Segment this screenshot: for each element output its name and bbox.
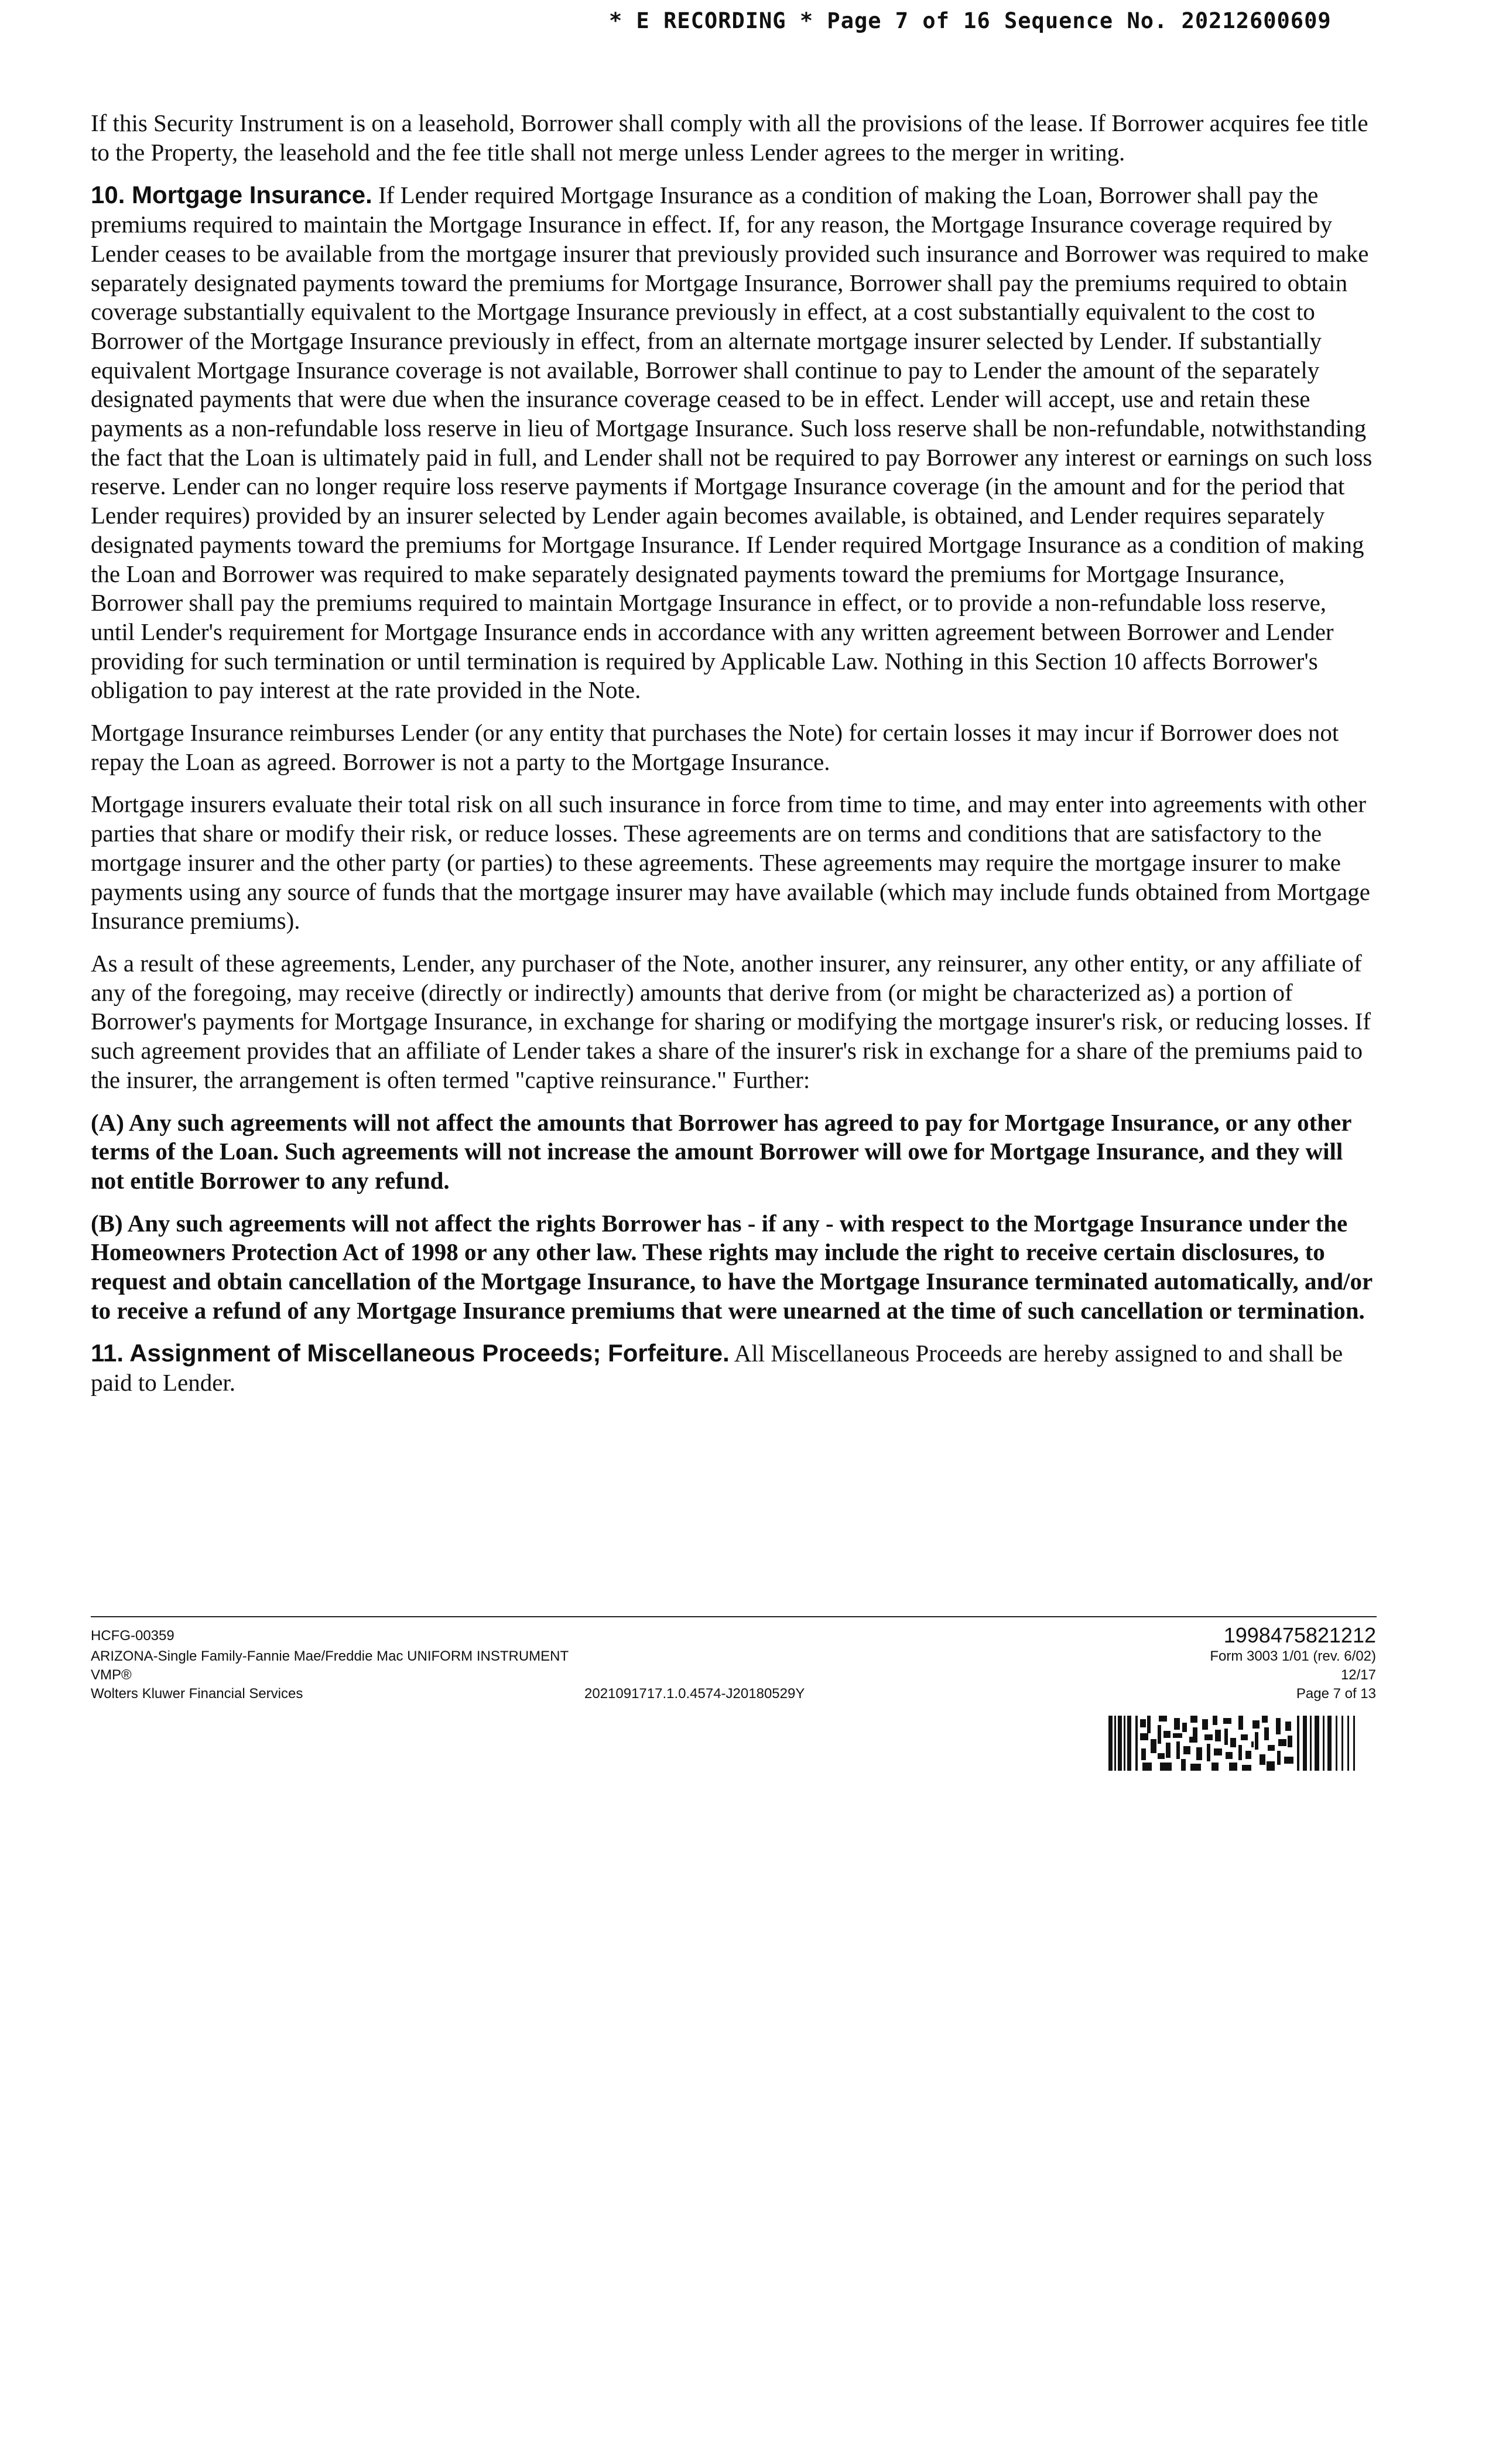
reimburses-paragraph: Mortgage Insurance reimburses Lender (or any entity that purchases the Note) for certain losses it may incur if Borrower does not repay the Loan as agreed. Borrower is not a party to the Mortgage Insurance. bbox=[91, 719, 1339, 775]
as-a-result-paragraph: As a result of these agreements, Lender, any purchaser of the Note, another insurer, any reinsurer, any other entity, or any affiliate of any of the foregoing, may receive (directly or indirectly) amounts that derive from (or might be characterized as) a portion of Borrower's payments for Mortgage Insurance, in exchange for sharing or modifying the mortgage insurer's risk, or reducing losses. If such agreement provides that an affiliate of Lender takes a share of the insurer's risk in exchange for a share of the premiums paid to the insurer, the arrangement is often termed "captive reinsurance." Further: bbox=[91, 949, 1371, 1093]
leasehold-paragraph: If this Security Instrument is on a leasehold, Borrower shall comply with all the provisions of the lease. If Borrower acquires fee title to the Property, the leasehold and the fee title shall not merge unless Lender agrees to the merger in writing. bbox=[91, 109, 1368, 166]
footer-instrument: ARIZONA-Single Family-Fannie Mae/Freddie Mac UNIFORM INSTRUMENT bbox=[91, 1648, 569, 1664]
footer-form-code: HCFG-00359 bbox=[91, 1628, 174, 1644]
footer-doc-id: 2021091717.1.0.4574-J20180529Y bbox=[584, 1686, 805, 1702]
footer-page-of: Page 7 of 13 bbox=[1296, 1686, 1376, 1702]
section-10-paragraph bbox=[91, 180, 1376, 705]
section-11-title: 11. Assignment of Miscellaneous Proceeds; Forfeiture. bbox=[91, 1339, 730, 1367]
section-10-body: If Lender required Mortgage Insurance as a condition of making the Loan, Borrower shall pay the premiums required to maintain the Mortgage Insurance in effect. If, for any reason, the Mortgage Insurance coverage required by Lender ceases to be available from the mortgage insurer that previously provided such insurance and Borrower was required to make separately designated payments toward the premiums for Mortgage Insurance, Borrower shall pay the premiums required to obtain coverage substantially equivalent to the Mortgage Insurance previously in effect, at a cost substantially equivalent to the cost to Borrower of the Mortgage Insurance previously in effect, from an alternate mortgage insurer selected by Lender. If substantially equivalent Mortgage Insurance coverage is not available, Borrower shall continue to pay to Lender the amount of the separately designated payments that were due when the insurance coverage ceased to be in effect. Lender will accept, use and retain these payments as a non-refundable loss reserve in lieu of Mortgage Insurance. Such loss reserve shall be non-refundable, notwithstanding the fact that the Loan is ultimately paid in full, and Lender shall not be required to pay Borrower any interest or earnings on such loss reserve. Lender can no longer require loss reserve payments if Mortgage Insurance coverage (in the amount and for the period that Lender requires) provided by an insurer selected by Lender again becomes available, is obtained, and Lender requires separately designated payments toward the premiums for Mortgage Insurance. If Lender required Mortgage Insurance as a condition of making the Loan and Borrower was required to make separately designated payments toward the premiums for Mortgage Insurance, Borrower shall pay the premiums required to maintain Mortgage Insurance in effect, or to provide a non-refundable loss reserve, until Lender's requirement for Mortgage Insurance ends in accordance with any written agreement between Borrower and Lender providing for such termination or until termination is required by Applicable Law. Nothing in this Section 10 affects Borrower's obligation to pay interest at the rate provided in the Note. bbox=[91, 182, 1373, 704]
section-10-title: 10. Mortgage Insurance. bbox=[91, 181, 372, 209]
footer-divider bbox=[91, 1616, 1377, 1617]
section-11-body: All Miscellaneous Proceeds are hereby assigned to and shall be paid to Lender. bbox=[91, 1340, 1343, 1397]
insurers-evaluate-paragraph: Mortgage insurers evaluate their total risk on all such insurance in force from time to time, and may enter into agreements with other parties that share or modify their risk, or reduce losses. These agreements are on terms and conditions that are satisfactory to the mortgage insurer and the other party (or parties) to these agreements. These agreements may require the mortgage insurer to make payments using any source of funds that the mortgage insurer may have available (which may include funds obtained from Mortgage Insurance premiums). bbox=[91, 790, 1370, 935]
footer-revision: 12/17 bbox=[1340, 1667, 1376, 1683]
footer-vmp: VMP® bbox=[91, 1667, 132, 1683]
footer-publisher: Wolters Kluwer Financial Services bbox=[91, 1686, 303, 1702]
document-body bbox=[91, 109, 1376, 1411]
barcode-icon bbox=[1108, 1716, 1359, 1771]
section-11-paragraph bbox=[91, 1339, 1376, 1397]
footer-form-number: Form 3003 1/01 (rev. 6/02) bbox=[1210, 1648, 1376, 1664]
clause-a-paragraph: (A) Any such agreements will not affect the amounts that Borrower has agreed to pay for Mortgage Insurance, or any other terms of the Loan. Such agreements will not increase the amount Borrower will owe for Mortgage Insurance, and they will not entitle Borrower to any refund. bbox=[91, 1108, 1351, 1194]
footer-loan-number: 1998475821212 bbox=[1223, 1623, 1376, 1647]
recording-header: * E RECORDING * Page 7 of 16 Sequence No. 20212600609 bbox=[609, 8, 1332, 33]
clause-b-paragraph: (B) Any such agreements will not affect the rights Borrower has - if any - with respect to the Mortgage Insurance under the Homeowners Protection Act of 1998 or any other law. These rights may include the right to receive certain disclosures, to request and obtain cancellation of the Mortgage Insurance, to have the Mortgage Insurance terminated automatically, and/or to receive a refund of any Mortgage Insurance premiums that were unearned at the time of such cancellation or termination. bbox=[91, 1209, 1373, 1324]
